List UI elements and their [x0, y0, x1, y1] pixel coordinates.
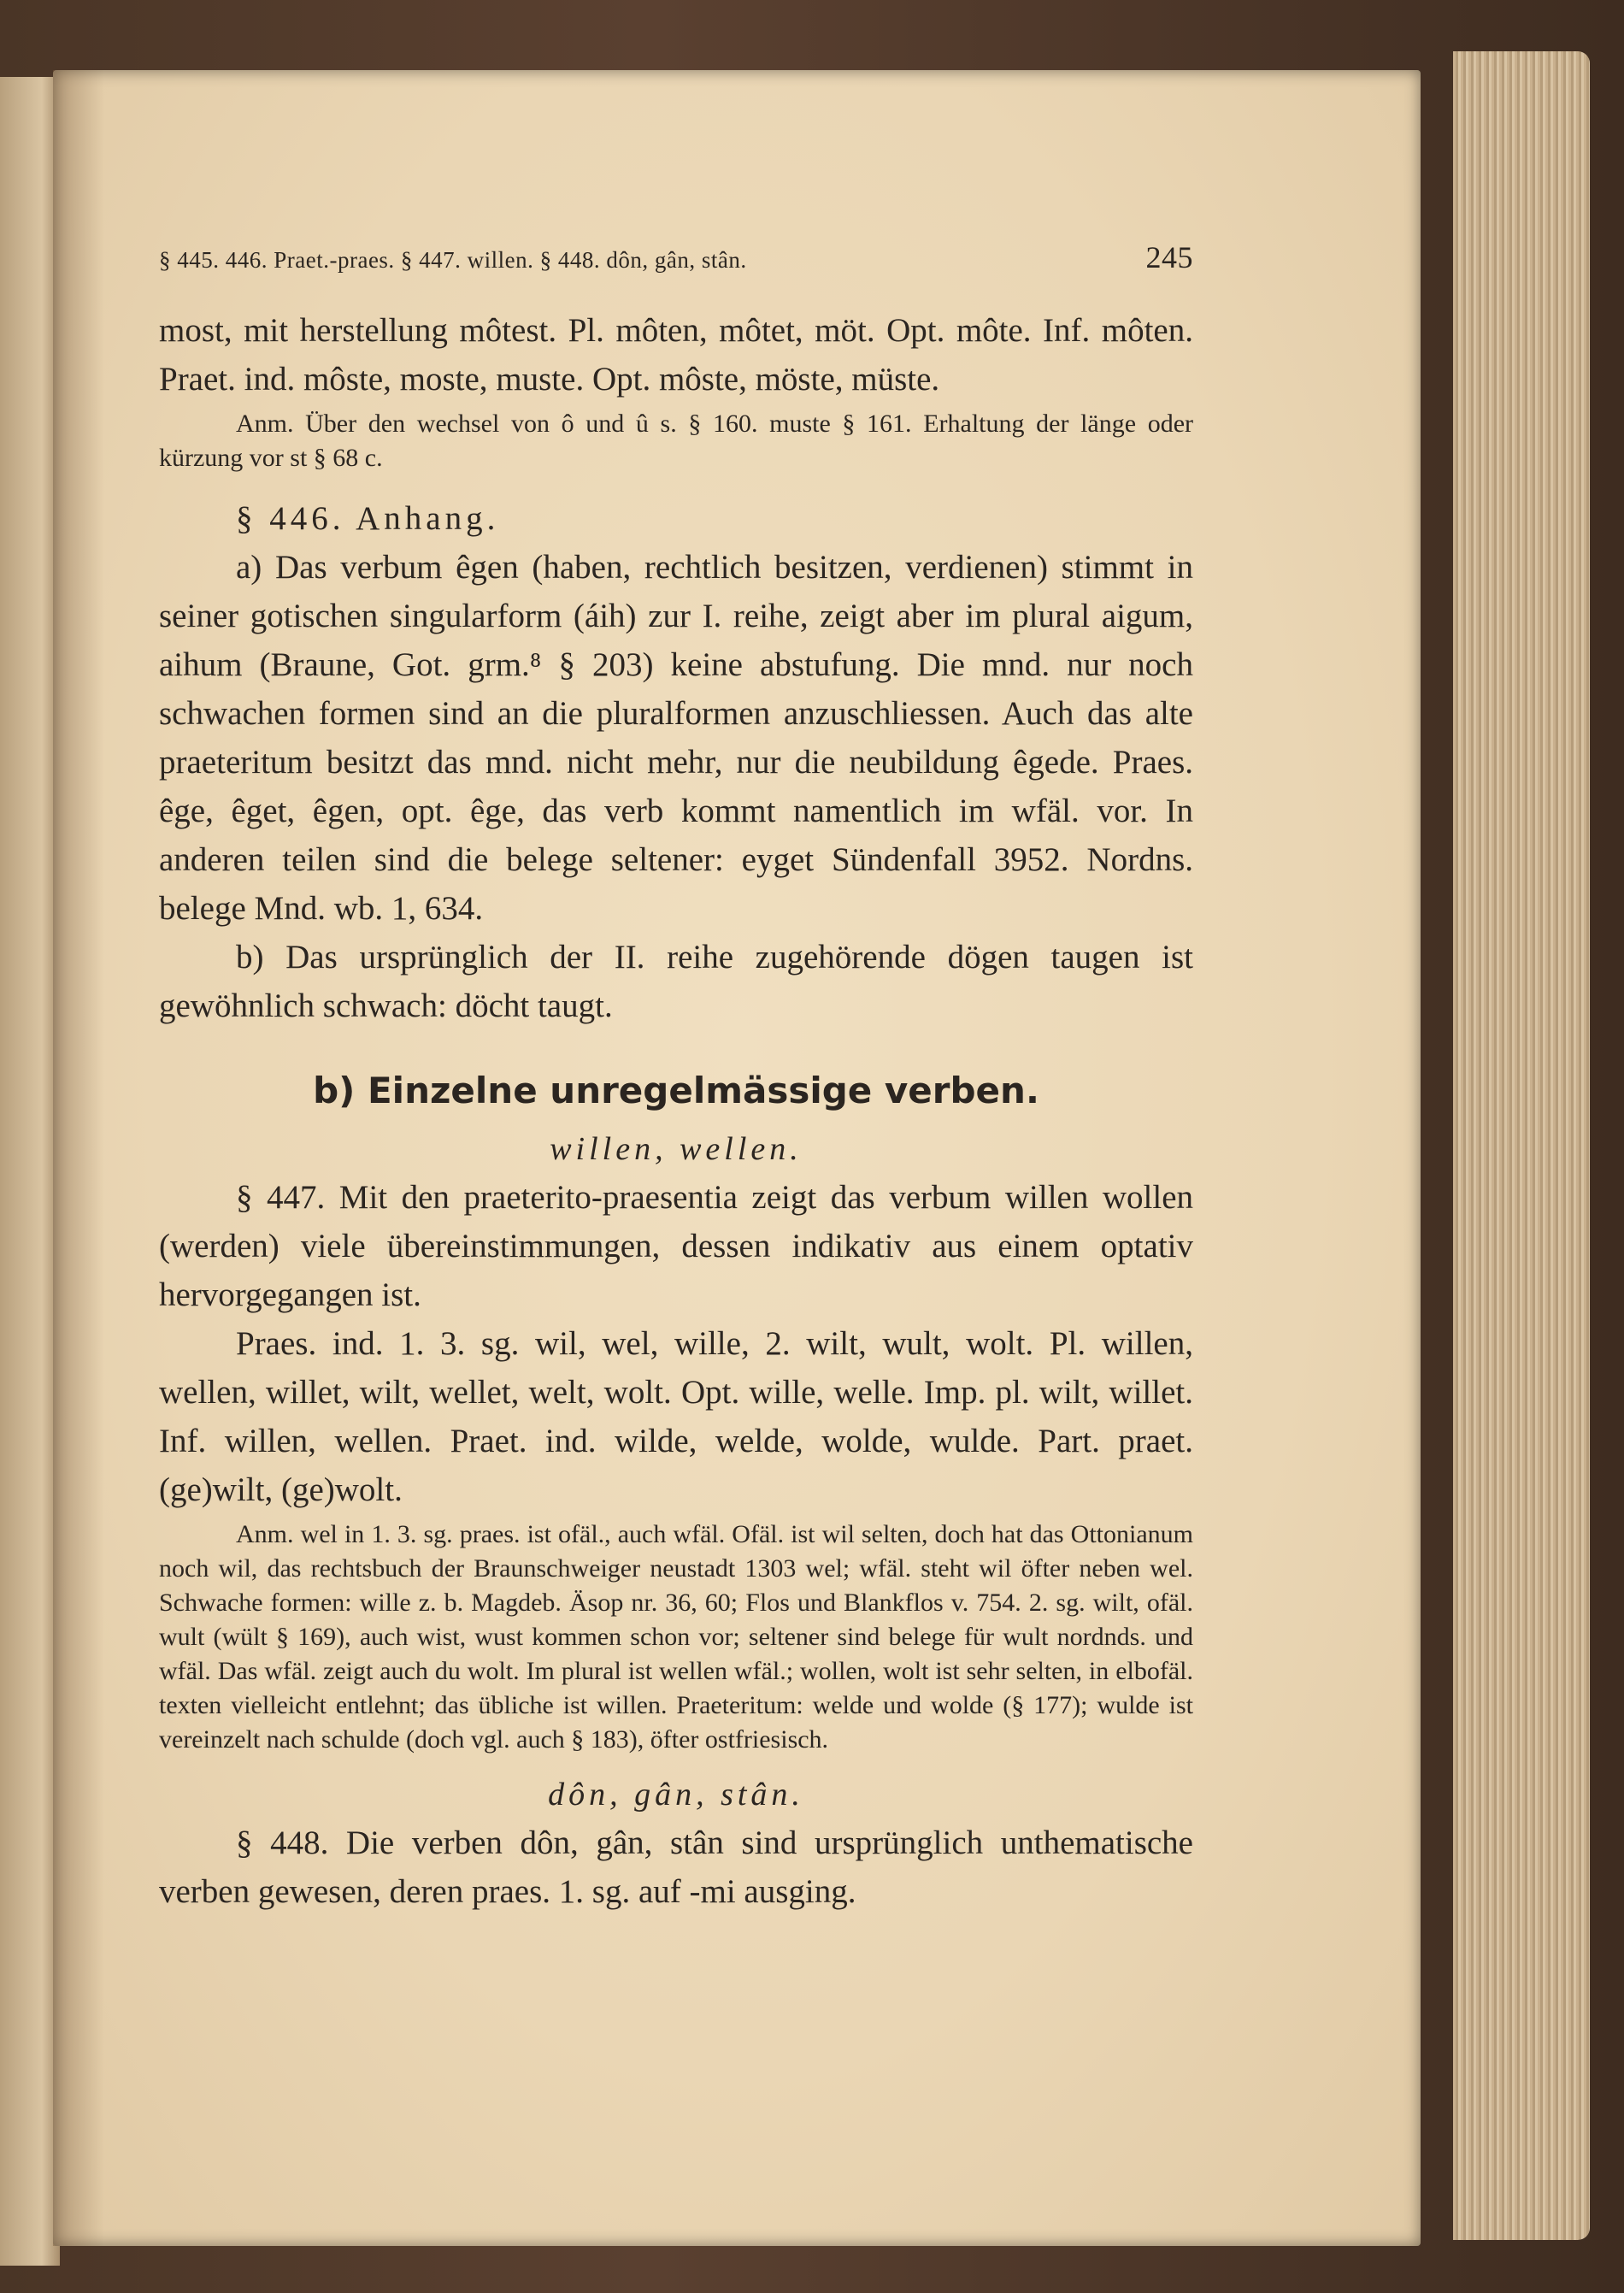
page-edges — [1453, 51, 1590, 2240]
section-448: § 448. Die verben dôn, gân, stân sind ursprünglich unthematische verben gewesen, deren praes. 1. sg. auf -mi ausging. — [159, 1824, 1193, 1910]
section-447-intro: § 447. Mit den praeterito-praesentia zeigt das verbum willen wollen (werden) viele übereinstimmungen, dessen indikativ aus einem optativ hervorgegangen ist. — [159, 1179, 1193, 1313]
section-446-heading: § 446. Anhang. — [236, 500, 500, 537]
section-heading: b) Einzelne unregelmässige verben. — [313, 1070, 1039, 1111]
subheading-willen: willen, wellen. — [550, 1131, 803, 1167]
subheading-don-gan-stan: dôn, gân, stân. — [548, 1777, 804, 1813]
running-head-sections: § 445. 446. Praet.-praes. § 447. willen. § 448. dôn, gân, stân. — [159, 247, 747, 273]
annotation-note-1: Anm. Über den wechsel von ô und û s. § 160. muste § 161. Erhaltung der länge oder kürzung vor st § 68 c. — [159, 410, 1193, 472]
page-gutter-shadow — [53, 70, 104, 2246]
section-447-forms: Praes. ind. 1. 3. sg. wil, wel, wille, 2. wilt, wult, wolt. Pl. willen, wellen, willet, wilt, wellet, welt, wolt. Opt. wille, welle. Imp. pl. wilt, willet. Inf. willen, wellen. Praet. ind. wilde, welde, wolde, wulde. Part. praet. (ge)wilt, (ge)wolt. — [159, 1325, 1193, 1508]
paragraph-continuation: most, mit herstellung môtest. Pl. môten, môtet, möt. Opt. môte. Inf. môten. Praet. ind. môste, moste, muste. Opt. môste, möste, müste. — [159, 312, 1193, 398]
running-head — [159, 239, 1193, 275]
annotation-note-2: Anm. wel in 1. 3. sg. praes. ist ofäl., auch wfäl. Ofäl. ist wil selten, doch hat das Ottonianum noch wil, das rechtsbuch der Braunschweiger neustadt 1303 wel; wfäl. steht wil öfter neben wel. Schwache formen: wille z. b. Magdeb. Äsop nr. 36, 60; Flos und Blankflos v. 754. 2. sg. wilt, ofäl. wult (wült § 169), auch wist, wust kommen schon vor; seltener sind belege für wult nordnds. und wfäl. Das wfäl. zeigt auch du wolt. Im plural ist wellen wfäl.; wollen, wolt ist sehr selten, in elbofäl. texten vielleicht entlehnt; das übliche ist willen. Praeteritum: welde und wolde (§ 177); wulde ist vereinzelt nach schulde (doch vgl. auch § 183), öfter ostfriesisch. — [159, 1520, 1193, 1754]
section-446-a: a) Das verbum êgen (haben, rechtlich besitzen, verdienen) stimmt in seiner gotischen singularform (áih) zur I. reihe, zeigt aber im plural aigum, aihum (Braune, Got. grm.⁸ § 203) keine abstufung. Die mnd. nur noch schwachen formen sind an die pluralformen anzuschliessen. Auch das alte praeteritum besitzt das mnd. nicht mehr, nur die neubildung êgede. Praes. êge, êget, êgen, opt. êge, das verb kommt namentlich im wfäl. vor. In anderen teilen sind die belege seltener: eyget Sündenfall 3952. Nordns. belege Mnd. wb. 1, 634. — [159, 549, 1193, 927]
page-number: 245 — [1145, 240, 1193, 274]
section-446-b: b) Das ursprünglich der II. reihe zugehörende dögen taugen ist gewöhnlich schwach: döcht taugt. — [159, 939, 1193, 1024]
facing-page-edge — [0, 77, 60, 2266]
page-text — [159, 239, 1193, 1916]
